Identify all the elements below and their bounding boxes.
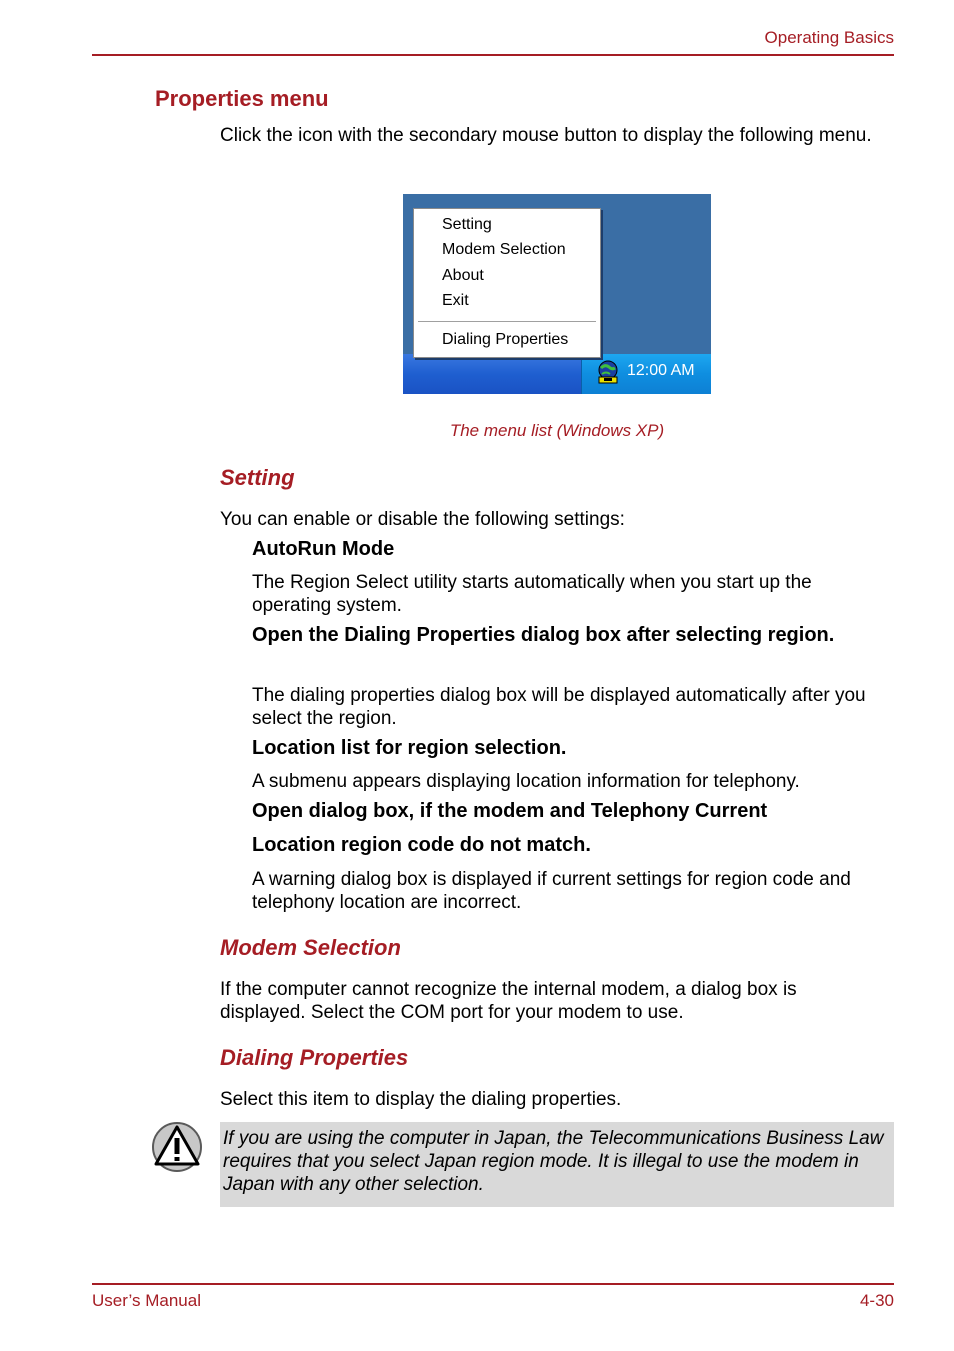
menu-item-dialing-properties[interactable]: Dialing Properties — [442, 331, 569, 348]
open-dialog-title-line1: Open dialog box, if the modem and Telephony Current — [252, 800, 768, 822]
menu-item-setting[interactable]: Setting — [442, 216, 492, 233]
section-title: Properties menu — [155, 86, 329, 111]
setting-heading: Setting — [220, 465, 295, 490]
modem-desc: If the computer cannot recognize the internal modem, a dialog box is displayed. Select the COM port for your modem to use. — [220, 979, 797, 1023]
warning-icon — [150, 1120, 204, 1174]
dialing-desc: Select this item to display the dialing properties. — [220, 1089, 622, 1110]
context-menu — [413, 208, 601, 358]
page-number: 4-30 — [859, 1291, 894, 1310]
region-select-tray-icon[interactable] — [596, 359, 620, 385]
running-header: Operating Basics — [764, 28, 894, 47]
note-text: If you are using the computer in Japan, the Telecommunications Business Law requires that you select Japan region mode. It is illegal to use the modem in Japan with any other selection. — [223, 1128, 884, 1195]
open-dialog-title-line2: Location region code do not match. — [252, 834, 591, 856]
figure-caption: The menu list (Windows XP) — [449, 421, 665, 440]
footer-rule — [92, 1283, 894, 1285]
tray-clock: 12:00 AM — [627, 362, 695, 379]
menu-item-about[interactable]: About — [442, 267, 484, 284]
autorun-desc: The Region Select utility starts automatically when you start up the operating system. — [252, 572, 812, 616]
open-dialing-desc: The dialing properties dialog box will be displayed automatically after you select the region. — [252, 685, 866, 729]
location-desc: A submenu appears displaying location information for telephony. — [252, 771, 800, 792]
menu-separator — [418, 321, 596, 322]
modem-heading: Modem Selection — [220, 935, 401, 960]
setting-intro: You can enable or disable the following settings: — [220, 509, 625, 530]
dialing-heading: Dialing Properties — [220, 1045, 409, 1070]
location-title: Location list for region selection. — [252, 737, 567, 759]
open-dialog-desc: A warning dialog box is displayed if current settings for region code and telephony location are incorrect. — [252, 869, 851, 913]
menu-screenshot — [403, 194, 711, 394]
menu-item-modem-selection[interactable]: Modem Selection — [442, 241, 566, 258]
intro-paragraph: Click the icon with the secondary mouse button to display the following menu. — [220, 125, 872, 146]
autorun-title: AutoRun Mode — [252, 538, 395, 560]
header-rule — [92, 54, 894, 56]
footer-manual: User’s Manual — [92, 1291, 201, 1310]
open-dialing-title: Open the Dialing Properties dialog box after selecting region. — [252, 624, 835, 646]
menu-item-exit[interactable]: Exit — [442, 292, 469, 309]
